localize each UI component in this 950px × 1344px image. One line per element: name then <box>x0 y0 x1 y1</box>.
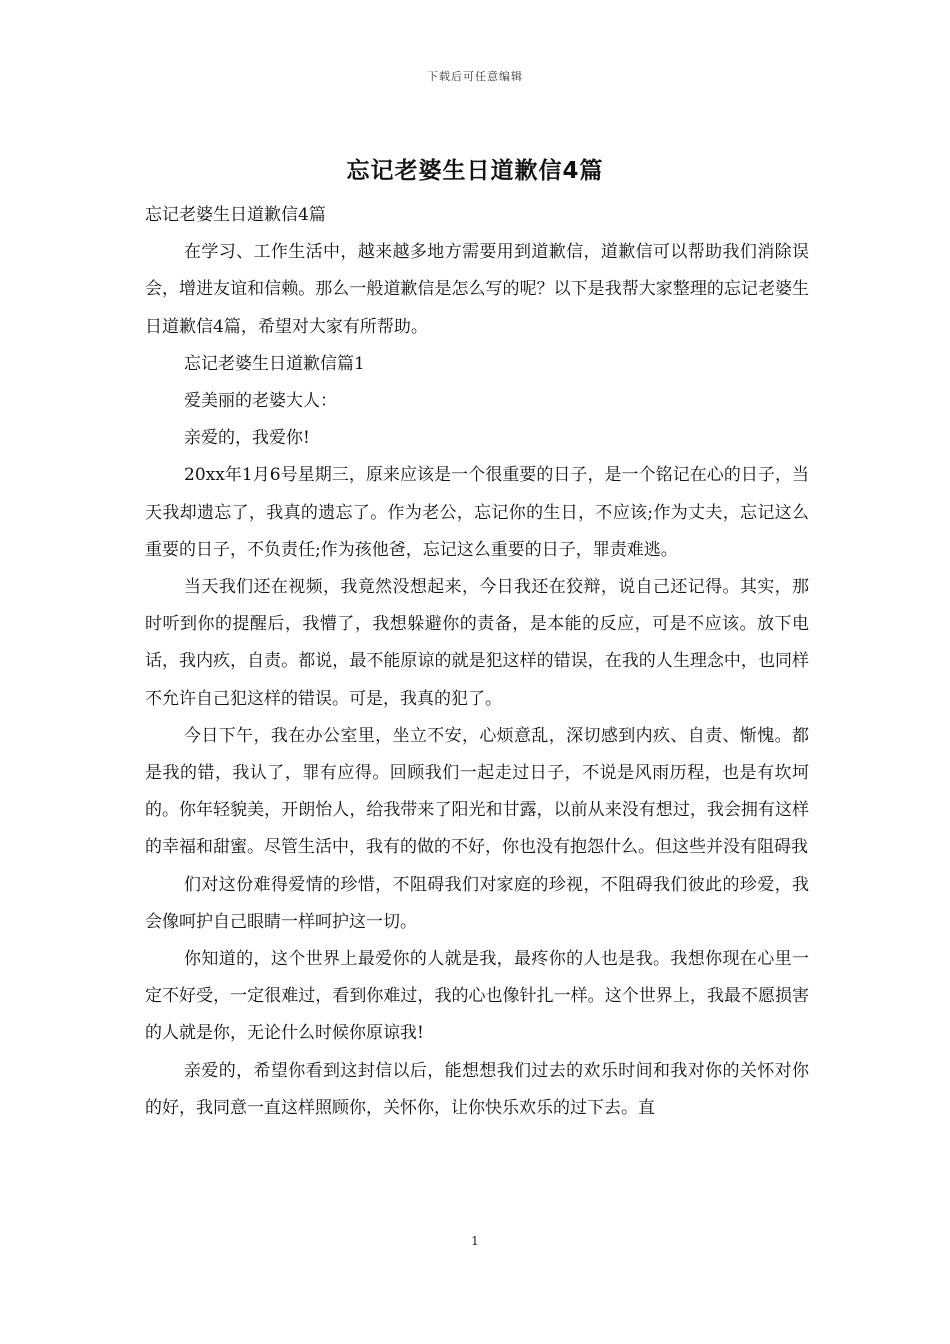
body-paragraph: 亲爱的，希望你看到这封信以后，能想想我们过去的欢乐时间和我对你的关怀对你的好，我同意一直这样照顾你，关怀你，让你快乐欢乐的过下去。直 <box>145 1060 809 1118</box>
document-title: 忘记老婆生日道歉信4篇 <box>346 158 604 184</box>
body-paragraph: 你知道的，这个世界上最爱你的人就是我，最疼你的人也是我。我想你现在心里一定不好受，一定很难过，看到你难过，我的心也像针扎一样。这个世界上，我最不愿损害的人就是你，无论什么时候你原谅我! <box>145 949 809 1044</box>
header-note: 下载后可任意编辑 <box>427 70 523 83</box>
document-body <box>145 197 809 1127</box>
intro-paragraph: 在学习、工作生活中，越来越多地方需要用到道歉信，道歉信可以帮助我们消除误会，增进友谊和信赖。那么一般道歉信是怎么写的呢？以下是我帮大家整理的忘记老婆生日道歉信4篇，希望对大家有所帮助。 <box>145 242 809 337</box>
body-paragraph: 今日下午，我在办公室里，坐立不安，心烦意乱，深切感到内疚、自责、惭愧。都是我的错，我认了，罪有应得。回顾我们一起走过日子，不说是风雨历程，也是有坎坷的。你年轻貌美，开朗怡人，给我带来了阳光和甘露，以前从来没有想过，我会拥有这样的幸福和甜蜜。尽管生活中，我有的做的不好，你也没有抱怨什么。但这些并没有阻碍我 <box>145 725 809 858</box>
subtitle-paragraph: 忘记老婆生日道歉信4篇 <box>145 205 326 225</box>
page-number: 1 <box>471 1234 479 1248</box>
section-heading: 忘记老婆生日道歉信篇1 <box>184 353 365 374</box>
body-paragraph: 20xx年1月6号星期三，原来应该是一个很重要的日子，是一个铭记在心的日子，当天我却遗忘了，我真的遗忘了。作为老公，忘记你的生日，不应该;作为丈夫，忘记这么重要的日子，不负责任;作为孩他爸，忘记这么重要的日子，罪责难逃。 <box>145 465 809 560</box>
body-paragraph: 们对这份难得爱情的珍惜，不阻碍我们对家庭的珍视，不阻碍我们彼此的珍爱，我会像呵护自己眼睛一样呵护这一切。 <box>145 874 809 932</box>
greeting: 亲爱的，我爱你! <box>184 428 310 449</box>
body-paragraph: 当天我们还在视频，我竟然没想起来，今日我还在狡辩，说自己还记得。其实，那时听到你的提醒后，我懵了，我想躲避你的责备，是本能的反应，可是不应该。放下电话，我内疚，自责。都说，最不能原谅的就是犯这样的错误，在我的人生理念中，也同样不允许自己犯这样的错误。可是，我真的犯了。 <box>145 577 809 709</box>
salutation: 爱美丽的老婆大人： <box>184 391 337 412</box>
